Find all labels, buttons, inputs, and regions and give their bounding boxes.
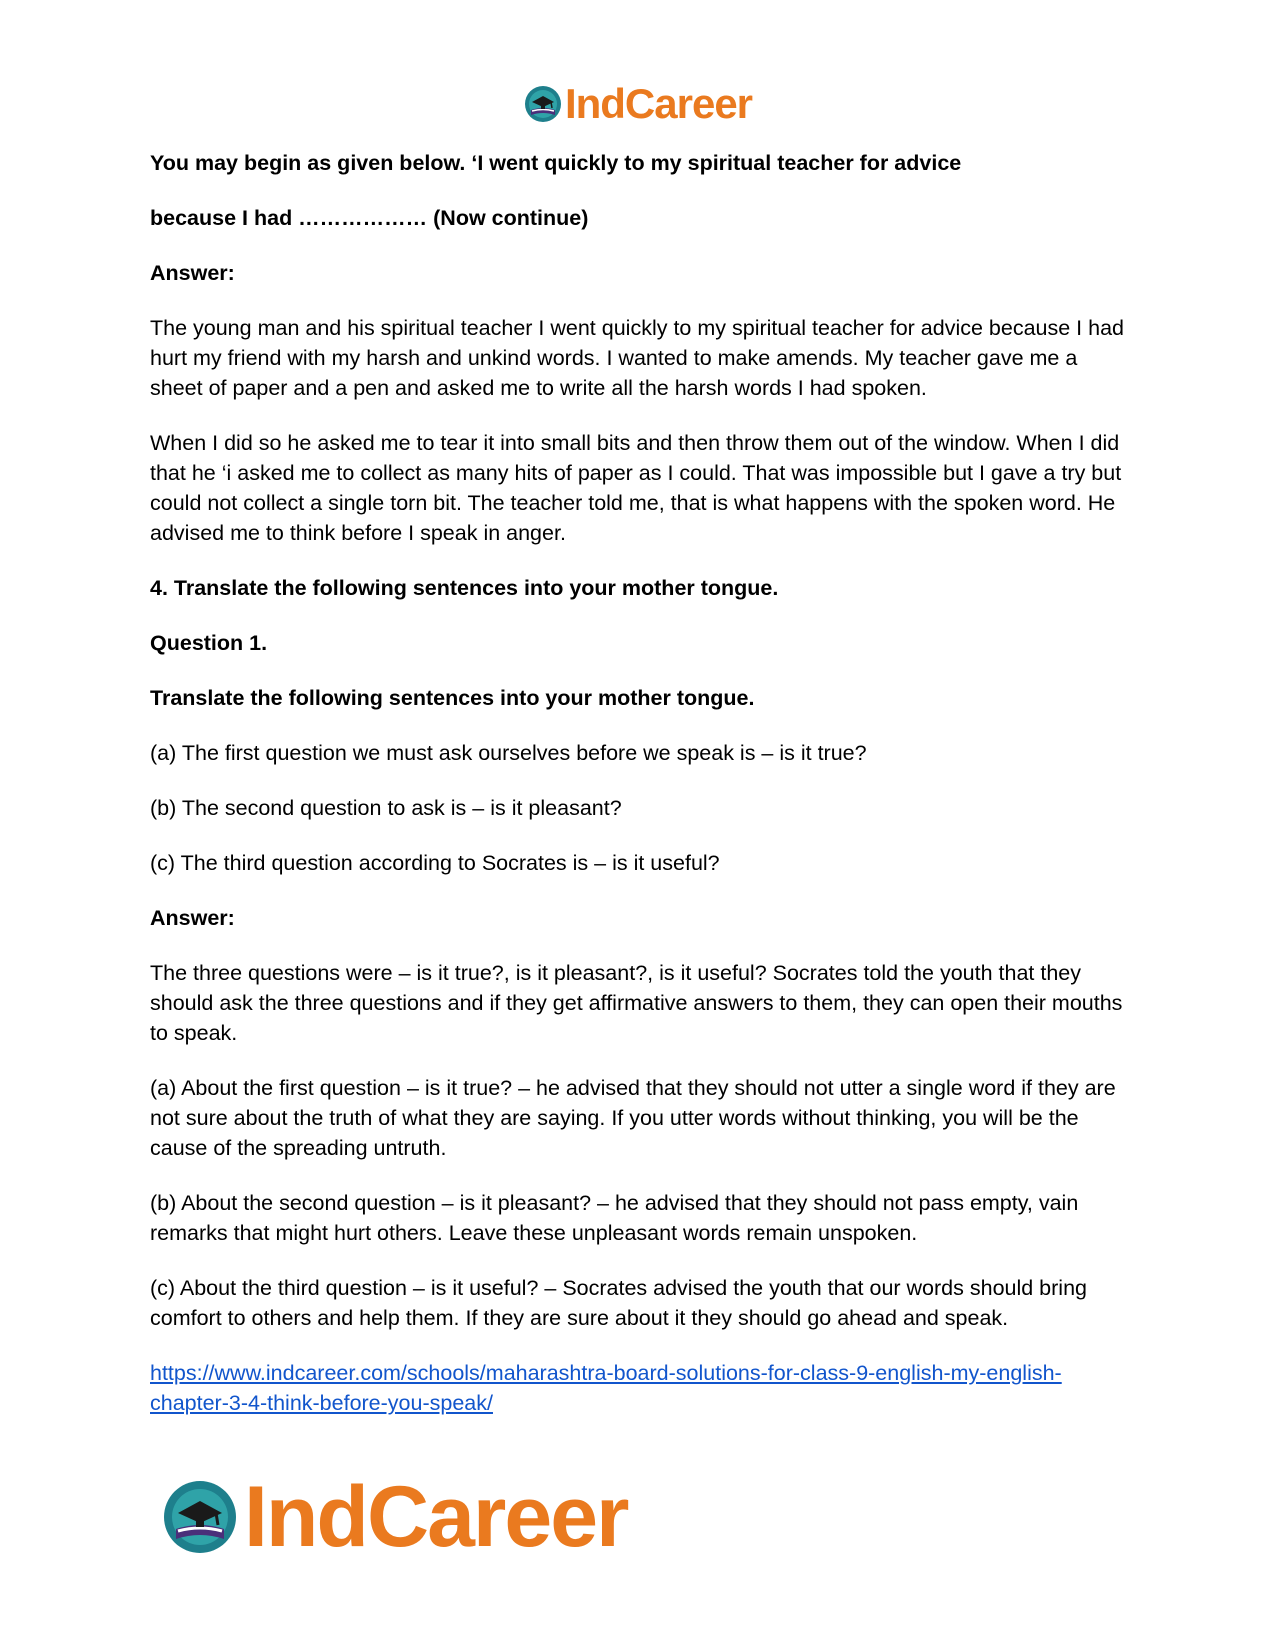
answer-paragraph: (c) About the third question – is it useful? – Socrates advised the youth that our words should bring comfort to others and help them. If they are sure about it they should go ahead and speak. (150, 1276, 1087, 1330)
sentence-item: (b) The second question to ask is – is it pleasant? (150, 796, 622, 820)
header-logo (0, 82, 1275, 126)
logo-text: IndCareer (244, 1469, 628, 1565)
answer-label: Answer: (150, 261, 235, 285)
graduation-cap-book-icon (160, 1477, 240, 1557)
logo-text: IndCareer (564, 80, 753, 127)
document-body (150, 148, 1125, 1443)
answer-paragraph: When I did so he asked me to tear it into small bits and then throw them out of the window. When I did that he ‘i asked me to collect as many hits of paper as I could. That was impossible but I gave a try but could not collect a single torn bit. The teacher told me, that is what happens with the spoken word. He advised me to think before I speak in anger. (150, 431, 1122, 545)
sentence-item: (a) The first question we must ask ourselves before we speak is – is it true? (150, 741, 867, 765)
answer-label: Answer: (150, 906, 235, 930)
question-label: Question 1. (150, 631, 268, 655)
intro-line-2: because I had ……………… (Now continue) (150, 206, 589, 230)
answer-paragraph: (a) About the first question – is it true? – he advised that they should not utter a single word if they are not sure about the truth of what they are saying. If you utter words without thinking, you will be the cause of the spreading untruth. (150, 1076, 1116, 1160)
intro-line-1: You may begin as given below. ‘I went quickly to my spiritual teacher for advice (150, 151, 962, 175)
graduation-cap-book-icon (523, 84, 563, 124)
footer-logo (160, 1469, 628, 1565)
question-instruction: Translate the following sentences into your mother tongue. (150, 686, 755, 710)
sentence-item: (c) The third question according to Socrates is – is it useful? (150, 851, 720, 875)
answer-paragraph: The three questions were – is it true?, is it pleasant?, is it useful? Socrates told the youth that they should ask the three questions and if they get affirmative answers to them, they can open their mouths to speak. (150, 961, 1123, 1045)
section-heading: 4. Translate the following sentences into your mother tongue. (150, 576, 779, 600)
source-link[interactable]: https://www.indcareer.com/schools/maharashtra-board-solutions-for-class-9-english-my-english-chapter-3-4-think-before-you-speak/ (150, 1361, 1062, 1415)
answer-paragraph: The young man and his spiritual teacher I went quickly to my spiritual teacher for advice because I had hurt my friend with my harsh and unkind words. I wanted to make amends. My teacher gave me a sheet of paper and a pen and asked me to write all the harsh words I had spoken. (150, 316, 1124, 400)
answer-paragraph: (b) About the second question – is it pleasant? – he advised that they should not pass empty, vain remarks that might hurt others. Leave these unpleasant words remain unspoken. (150, 1191, 1079, 1245)
